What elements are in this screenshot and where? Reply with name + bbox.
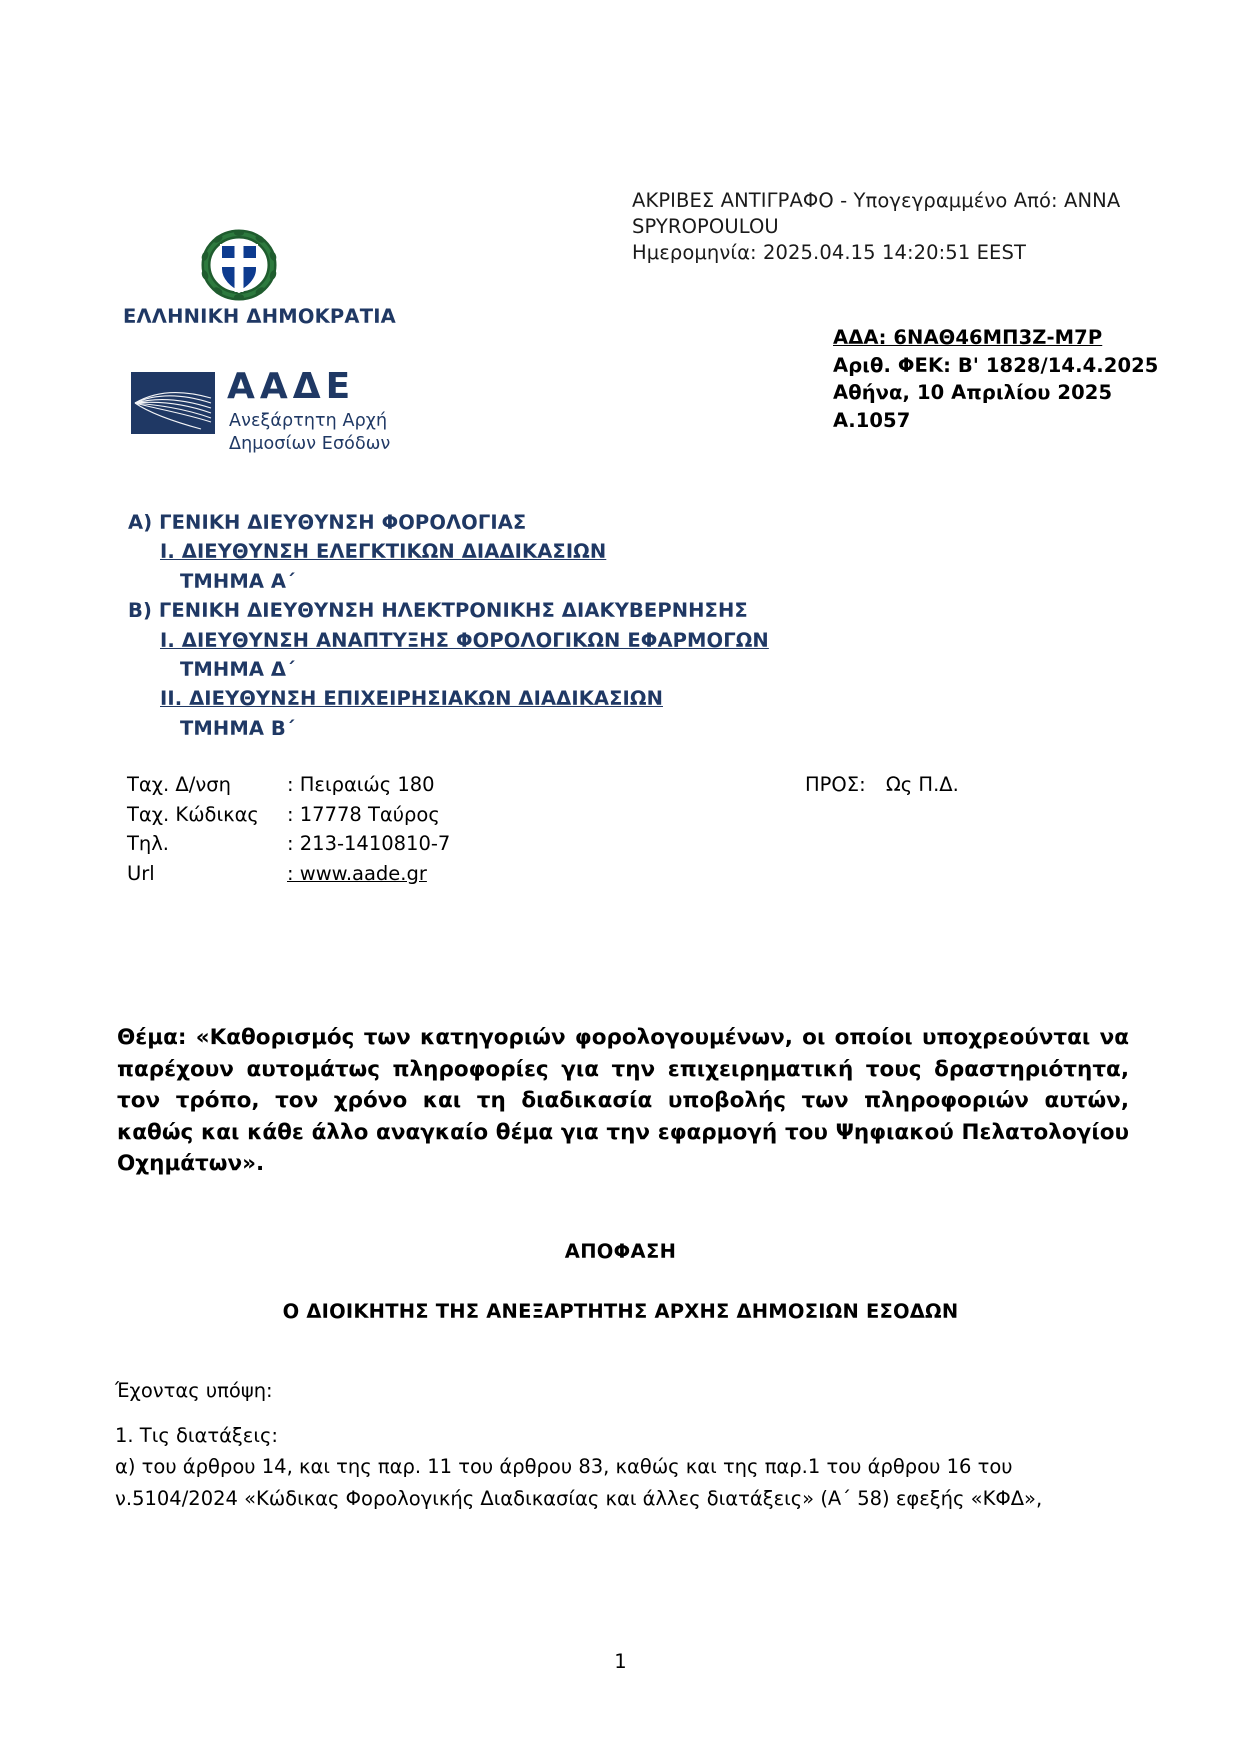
place-and-date: Αθήνα, 10 Απριλίου 2025 [833,381,1113,404]
republic-label: ΕΛΛΗΝΙΚΗ ΔΗΜΟΚΡΑΤΙΑ [123,305,396,328]
contact-label: Ταχ. Δ/νση [127,773,231,796]
signature-line-1: ΑΚΡΙΒΕΣ ΑΝΤΙΓΡΑΦΟ - Υπογεγραμμένο Από: ANNA [632,189,1121,212]
contact-label: Url [127,861,155,885]
contact-value: : Πειραιώς 180 [287,773,435,796]
signature-date-line: Ημερομηνία: 2025.04.15 14:20:51 EEST [632,241,1026,264]
directorate-item: ΙΙ. ΔΙΕΥΘΥΝΣΗ ΕΠΙΧΕΙΡΗΣΙΑΚΩΝ ΔΙΑΔΙΚΑΣΙΩΝ [160,687,663,711]
aade-logo [131,366,431,454]
contact-block [127,770,450,888]
body-intro: Έχοντας υπόψη: [115,1379,273,1402]
recipient-block [805,770,959,800]
digital-signature-stamp [632,188,1162,266]
contact-label: Τηλ. [127,832,170,855]
directorates-list [128,508,769,743]
aade-title: ΑΑΔΕ [227,366,356,407]
directorate-item: Β) ΓΕΝΙΚΗ ΔΙΕΥΘΥΝΣΗ ΗΛΕΚΤΡΟΝΙΚΗΣ ΔΙΑΚΥΒΕΡΝΗΣΗΣ [128,599,748,623]
ada-number: ΑΔΑ: 6ΝΑΘ46ΜΠ3Ζ-Μ7Ρ [833,326,1103,349]
subject-paragraph: Θέμα: «Καθορισμός των κατηγοριών φορολογουμένων, οι οποίοι υποχρεούνται να παρέχουν αυτομάτως πληροφορίες για την επιχειρηματική τους δραστηριότητα, τον τρόπο, τον χρόνο και τη διαδικασία υποβολής των πληροφοριών αυτών, καθώς και κάθε άλλο αναγκαίο θέμα για την εφαρμογή του Ψηφιακού Πελατολογίου Οχημάτων». [117,1025,1129,1176]
contact-row [127,800,450,830]
body-item-1: 1. Τις διατάξεις: [115,1423,278,1447]
directorate-item: Α) ΓΕΝΙΚΗ ΔΙΕΥΘΥΝΣΗ ΦΟΡΟΛΟΓΙΑΣ [128,511,527,534]
contact-label: Ταχ. Κώδικας [127,802,259,826]
document-number: Α.1057 [833,408,911,432]
signature-line-2: SPYROPOULOU [632,215,779,238]
fek-number: Αριθ. ΦΕΚ: Β' 1828/14.4.2025 [833,353,1159,377]
contact-row [127,859,450,889]
contact-row [127,829,450,859]
directorate-item: ΤΜΗΜΑ Α΄ [180,569,295,593]
directorate-item: ΤΜΗΜΑ Δ΄ [180,658,295,682]
aade-subtitle [229,410,390,456]
body-paragraph-a-line-2: ν.5104/2024 «Κώδικας Φορολογικής Διαδικασίας και άλλες διατάξεις» (Α΄ 58) εφεξής «ΚΦΔ», [115,1486,1043,1510]
reference-block [833,324,1158,434]
page-number: 1 [614,1650,627,1673]
directorate-item: Ι. ΔΙΕΥΘΥΝΣΗ ΕΛΕΓΚΤΙΚΩΝ ΔΙΑΔΙΚΑΣΙΩΝ [160,540,607,564]
contact-value: : 17778 Ταύρος [287,802,440,826]
aade-subtitle-line-2: Δημοσίων Εσόδων [229,434,391,454]
recipient-value: Ως Π.Δ. [885,773,959,796]
body-paragraph-a-line-1: α) του άρθρου 14, και της παρ. 11 του άρθρου 83, καθώς και της παρ.1 του άρθρου 16 του [115,1455,1013,1478]
aade-subtitle-line-1: Ανεξάρτητη Αρχή [229,411,388,431]
document-body [115,1375,1130,1514]
directorate-item: ΤΜΗΜΑ Β΄ [180,716,295,740]
contact-value: : 213-1410810-7 [287,832,451,855]
aade-website-link[interactable]: : www.aade.gr [287,861,427,885]
recipient-label: ΠΡΟΣ: [805,773,866,796]
decision-authority-heading: Ο ΔΙΟΙΚΗΤΗΣ ΤΗΣ ΑΝΕΞΑΡΤΗΤΗΣ ΑΡΧΗΣ ΔΗΜΟΣΙΩΝ ΕΣΟΔΩΝ [282,1300,959,1323]
greek-coat-of-arms-icon [196,228,282,302]
decision-heading: ΑΠΟΦΑΣΗ [564,1240,677,1263]
aade-logo-icon [131,372,215,434]
directorate-item: Ι. ΔΙΕΥΘΥΝΣΗ ΑΝΑΠΤΥΞΗΣ ΦΟΡΟΛΟΓΙΚΩΝ ΕΦΑΡΜΟΓΩΝ [160,628,769,652]
contact-row [127,770,450,800]
